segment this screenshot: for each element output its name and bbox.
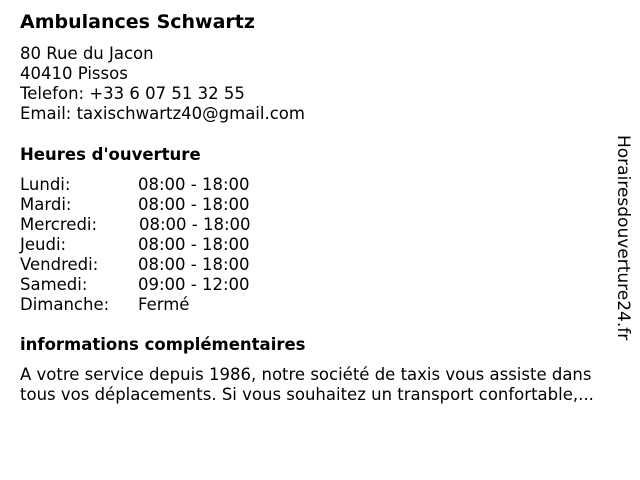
hours-day: Samedi: bbox=[20, 275, 88, 294]
hours-time: 08:00 - 18:00 bbox=[138, 175, 250, 194]
contact-block bbox=[20, 44, 305, 124]
hours-day: Jeudi: bbox=[20, 235, 67, 254]
business-name: Ambulances Schwartz bbox=[20, 11, 255, 33]
address-city: 40410 Pissos bbox=[20, 64, 128, 83]
hours-time: 09:00 - 12:00 bbox=[138, 275, 250, 294]
hours-time: 08:00 - 18:00 bbox=[138, 195, 250, 214]
hours-day: Mercredi: bbox=[20, 215, 98, 234]
info-heading: informations complémentaires bbox=[20, 335, 306, 354]
phone-number: Telefon: +33 6 07 51 32 55 bbox=[20, 84, 245, 103]
address-street: 80 Rue du Jacon bbox=[20, 44, 154, 63]
email-address: Email: taxischwartz40@gmail.com bbox=[20, 104, 305, 123]
hours-heading: Heures d'ouverture bbox=[20, 145, 201, 164]
hours-day: Mardi: bbox=[20, 195, 72, 214]
business-description: A votre service depuis 1986, notre société de taxis vous assiste dans tous vos déplacements. Si vous souhaitez un transport confortable,... bbox=[20, 365, 594, 404]
hours-time: 08:00 - 18:00 bbox=[138, 235, 250, 254]
hours-time: 08:00 - 18:00 bbox=[138, 255, 250, 274]
site-watermark: Horairesdouverture24.fr bbox=[613, 135, 633, 341]
hours-time: 08:00 - 18:00 bbox=[139, 215, 251, 234]
hours-day: Lundi: bbox=[20, 175, 71, 194]
hours-time: Fermé bbox=[138, 295, 190, 314]
hours-day: Dimanche: bbox=[20, 295, 110, 314]
hours-day: Vendredi: bbox=[20, 255, 99, 274]
